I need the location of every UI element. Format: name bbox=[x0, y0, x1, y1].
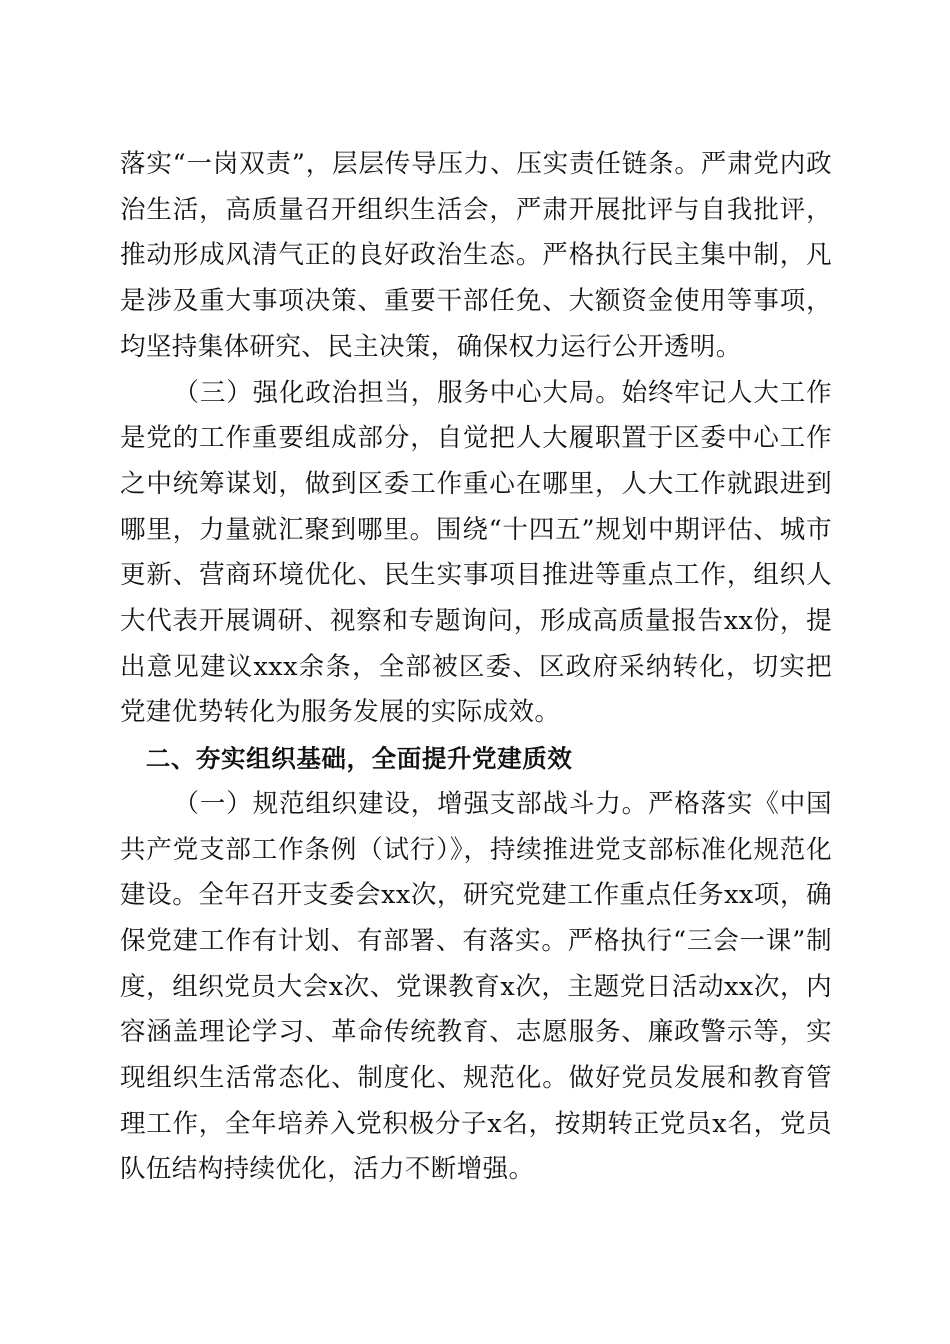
paragraph-lead: （三）强化政治担当，服务中心大局。 bbox=[173, 377, 622, 408]
section-heading: 二、夯实组织基础，全面提升党建质效 bbox=[145, 744, 573, 774]
paragraph-text: 始终牢记人大工作是党的工作重要组成部分，自觉把人大履职置于区委中心工作之中统筹谋划，做到区委工作重心在哪里，人大工作就跟进到哪里，力量就汇聚到哪里。围绕“十四五”规划中期评估、城市更新、营商环境优化、民生实事项目推进等重点工作，组织人大代表开展调研、视察和专题询问，形成高质量报告xx份，提出意见建议xxx余条，全部被区委、区政府采纳转化，切实把党建优势转化为服务发展的实际成效。 bbox=[120, 377, 833, 728]
document-body bbox=[120, 142, 832, 1193]
paragraph-continued bbox=[120, 142, 832, 371]
paragraph-lead: （一）规范组织建设，增强支部战斗力。 bbox=[173, 788, 648, 819]
paragraph-text: 落实“一岗双责”，层层传导压力、压实责任链条。严肃党内政治生活，高质量召开组织生活会，严肃开展批评与自我批评，推动形成风清气正的良好政治生态。严格执行民主集中制，凡是涉及重大事项决策、重要干部任免、大额资金使用等事项，均坚持集体研究、民主决策，确保权力运行公开透明。 bbox=[120, 149, 832, 362]
paragraph-political-responsibility bbox=[120, 371, 832, 737]
paragraph-text: 严格落实《中国共产党支部工作条例（试行）》，持续推进党支部标准化规范化建设。全年召开支委会xx次，研究党建工作重点任务xx项，确保党建工作有计划、有部署、有落实。严格执行“三会一课”制度，组织党员大会x次、党课教育x次，主题党日活动xx次，内容涵盖理论学习、革命传统教育、志愿服务、廉政警示等，实现组织生活常态化、制度化、规范化。做好党员发展和教育管理工作，全年培养入党积极分子x名，按期转正党员x名，党员队伍结构持续优化，活力不断增强。 bbox=[120, 788, 832, 1185]
paragraph-organization-building bbox=[120, 782, 832, 1193]
